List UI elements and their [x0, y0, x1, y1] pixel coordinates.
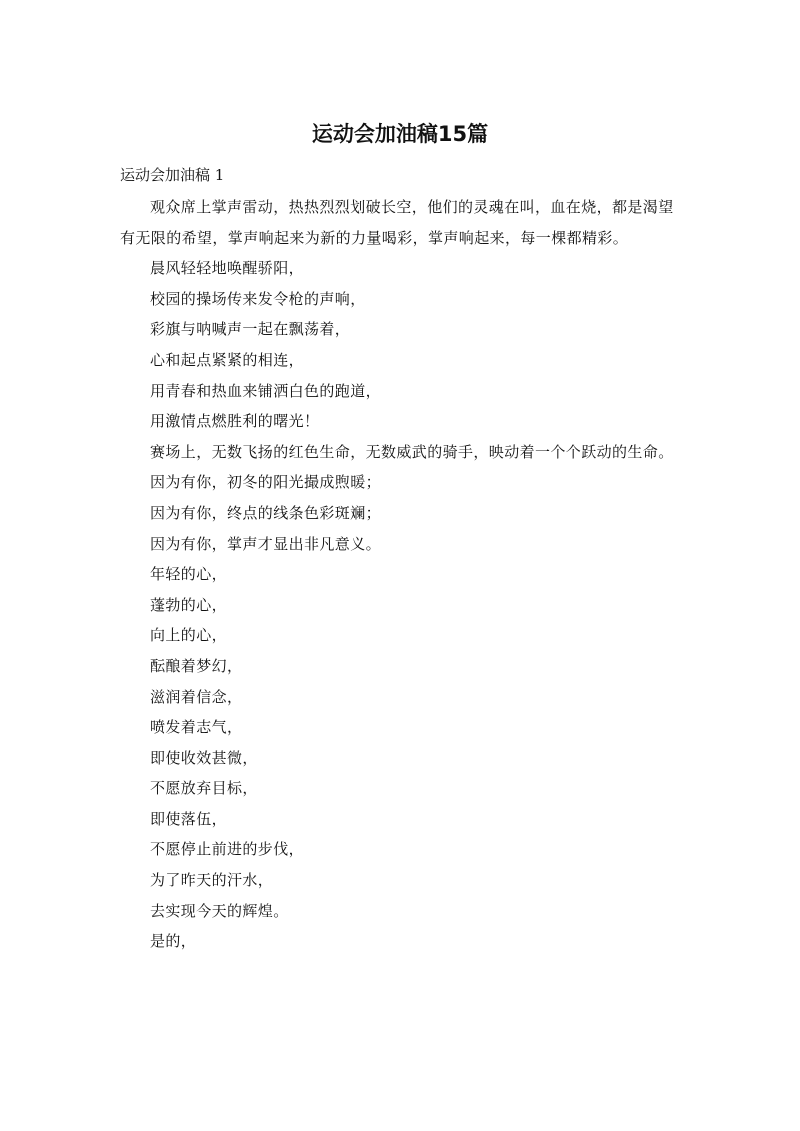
paragraph: 因为有你，初冬的阳光撮成煦暖；	[150, 473, 382, 492]
paragraph: 心和起点紧紧的相连，	[150, 350, 305, 369]
paragraph: 向上的心，	[150, 626, 228, 645]
document-title: 运动会加油稿15篇	[311, 122, 489, 146]
document-body	[120, 192, 680, 957]
paragraph: 不愿放弃目标，	[150, 779, 258, 798]
paragraph: 即使落伍，	[150, 809, 228, 828]
paragraph: 赛场上，无数飞扬的红色生命，无数威武的骑手，映动着一个个跃动的生命。	[150, 442, 674, 461]
paragraph: 蓬勃的心，	[150, 595, 228, 614]
paragraph: 即使收效甚微，	[150, 748, 258, 767]
paragraph: 是的，	[150, 932, 197, 951]
paragraph: 去实现今天的辉煌。	[150, 901, 289, 920]
paragraph: 用激情点燃胜利的曙光！	[150, 412, 320, 431]
paragraph: 年轻的心，	[150, 565, 228, 584]
paragraph: 滋润着信念，	[150, 687, 243, 706]
paragraph: 因为有你，终点的线条色彩斑斓；	[150, 503, 382, 522]
paragraph: 彩旗与呐喊声一起在飘荡着，	[150, 320, 351, 339]
paragraph: 喷发着志气，	[150, 718, 243, 737]
paragraph: 因为有你，掌声才显出非凡意义。	[150, 534, 382, 553]
paragraph: 用青春和热血来铺洒白色的跑道，	[150, 381, 382, 400]
paragraph: 为了昨天的汗水，	[150, 871, 274, 890]
paragraph: 不愿停止前进的步伐，	[150, 840, 305, 859]
paragraph: 晨风轻轻地唤醒骄阳，	[150, 259, 305, 278]
paragraph: 酝酿着梦幻，	[150, 656, 243, 675]
section-heading: 运动会加油稿 1	[120, 166, 225, 184]
paragraph: 观众席上掌声雷动，热热烈烈划破长空，他们的灵魂在叫，血在烧，都是渴望有无限的希望，掌声响起来为新的力量喝彩，掌声响起来，每一棵都精彩。	[120, 198, 674, 247]
paragraph: 校园的操场传来发令枪的声响，	[150, 289, 366, 308]
